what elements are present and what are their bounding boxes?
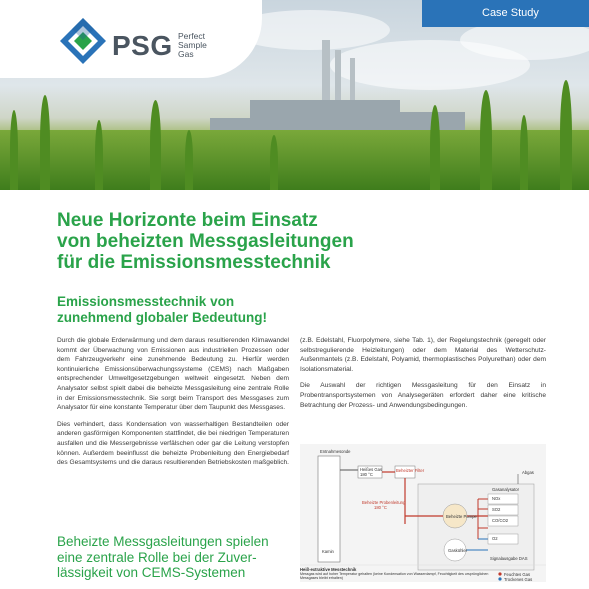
right-column: [300, 336, 546, 417]
page-subtitle: Emissionsmesstechnik von zunehmend globaler Bedeutung!: [57, 294, 268, 325]
label-analyzer: Gasanalysator: [492, 487, 519, 492]
label-heated-filter: Beheizter Filter: [396, 468, 425, 473]
label-gas-3: CO/CO2: [492, 518, 509, 523]
diagram-graphic: [300, 444, 546, 582]
label-cooler: Gaskühler: [448, 548, 468, 553]
page-title: Neue Horizonte beim Einsatz von beheizten Messgasleitungen für die Emissionsmesstechnik: [57, 210, 354, 273]
label-gas-2: SO2: [492, 507, 501, 512]
diagram-caption-title: Heiß-extraktive Messtechnik: [300, 567, 357, 572]
label-probe: Entnahmesonde: [320, 449, 351, 454]
label-hot-gas: Heißes Gas: [360, 467, 383, 472]
right-paragraph-2: Die Auswahl der richtigen Messgasleitung für den Einsatz in Probentransportsystemen von Analysegeräten erfordert daher eine kritische Betrachtung der Prozess- und Anwendungsbedingungen.: [300, 382, 546, 409]
label-stack: Kamin: [322, 549, 334, 554]
label-gas-4: O2: [492, 536, 498, 541]
hot-extractive-diagram: [300, 444, 546, 582]
logo-wordmark: PSG: [112, 30, 173, 61]
psg-logo-icon: [60, 18, 106, 64]
logo-tagline: Perfect Sample Gas: [178, 31, 207, 59]
label-probe-temp: 180 °C: [374, 505, 387, 510]
label-hot-temp: 180 °C: [360, 472, 373, 477]
label-probe-line: Beheizte Probenleitung: [362, 500, 406, 505]
legend-dry: Trockenes Gas: [504, 577, 533, 582]
left-paragraph-2: Dies verhindert, dass Kondensation von wasserhaltigen Bestandteilen oder anderen gasförmigen Komponenten stattfindet, die bei niedrigen Temperaturen ausfallen und die Messergebnisse verfälschen oder gar die Leitung verstopfen können. Außerdem beeinflusst die beheizte Probenleitung den Energiebedarf des Gesamtsystems und die daraus resultierenden Betriebskosten maßgeblich.: [57, 420, 289, 467]
right-paragraph-1: (z.B. Edelstahl, Fluorpolymere, siehe Tab. 1), der Regelungstechnik (geregelt oder selbstregulierende Heizleitungen) oder dem Material des Wetterschutz-Außenmantels (z.B. Edelstahl, Polyamid, thermoplastisches Polyurethan) oder dem Isolationsmaterial.: [300, 337, 546, 373]
label-signal: Signalausgabe DAS: [490, 556, 528, 561]
diagram-caption-body: Messgas wird auf hoher Temperatur gehalten (keine Kondensation von Wasserdampf, Feuchtigkeit des ursprünglichen Messgases bleibt erhalten): [300, 572, 489, 581]
section-heading: Beheizte Messgasleitungen spielen eine zentrale Rolle bei der Zuver- lässigkeit von CEMS-Systemen: [57, 534, 269, 580]
left-paragraph-1: Durch die globale Erderwärmung und dem daraus resultierenden Klimawandel kommt der Überwachung von Emissionen aus industriellen Prozessen oder dem Fahrzeugverkehr eine zunehmende Bedeutung zu. Hierfür werden kontinuierliche Emissionsüberwachungssysteme (CEMS) nach Maßgaben entsprechender Umweltgesetzgebungen weltweit eingesetzt. Neben dem Analysator selbst spielt dabei die beheizte Messgasleitung eine zentrale Rolle in der Emissionsmesstechnik. Sie sorgt beim Transport des Messgases zum Analysator für eine konstante Temperatur über dem Taupunkt des Messgases.: [57, 337, 289, 412]
logo-panel: [0, 0, 262, 78]
left-column: [57, 336, 289, 475]
case-study-tab: Case Study: [422, 0, 589, 27]
label-pump: Beheizte Pumpe: [446, 514, 477, 519]
label-exhaust: Abgas: [522, 470, 534, 475]
legend-wet: Feuchtes Gas: [504, 572, 531, 577]
label-gas-1: NOx: [492, 496, 501, 501]
